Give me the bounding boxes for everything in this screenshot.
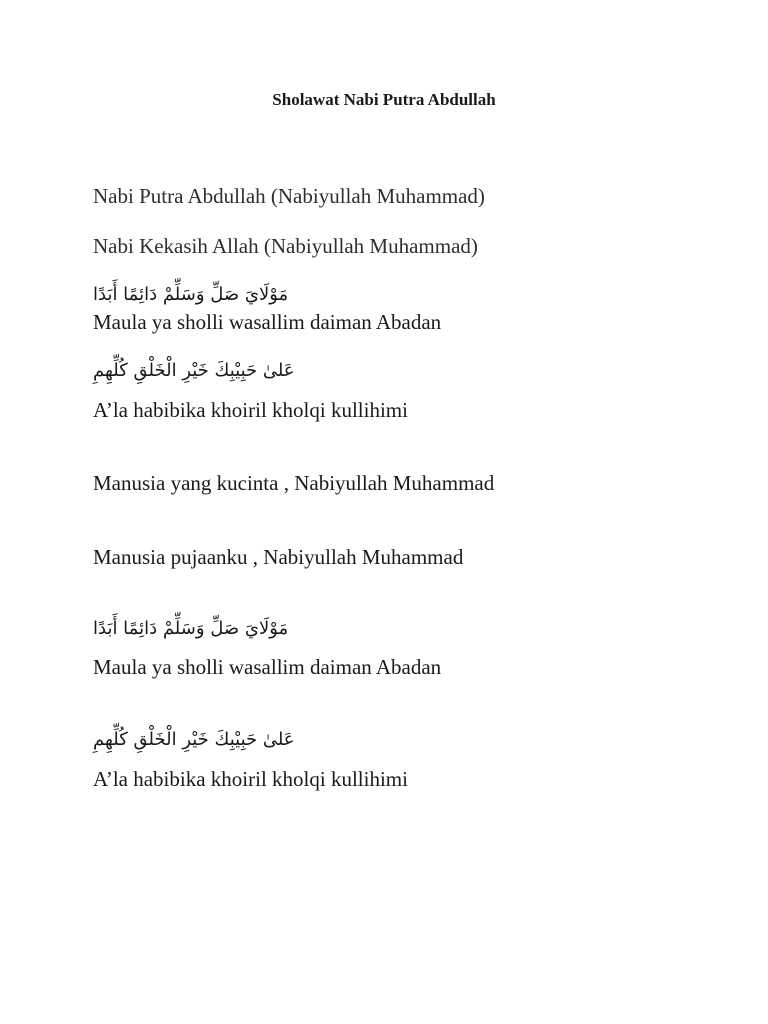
transliteration-line-4: A’la habibika khoiril kholqi kullihimi — [93, 767, 408, 791]
lyric-line-3: Manusia yang kucinta , Nabiyullah Muhammad — [93, 471, 495, 495]
lyric-line-4: Manusia pujaanku , Nabiyullah Muhammad — [93, 545, 464, 569]
document-title: Sholawat Nabi Putra Abdullah — [272, 90, 496, 109]
transliteration-line-3: Maula ya sholli wasallim daiman Abadan — [93, 655, 442, 679]
transliteration-line-1: Maula ya sholli wasallim daiman Abadan — [93, 310, 442, 334]
arabic-line-1: مَوْلَايَ صَلِّ وَسَلِّمْ دَائِمًا أَبَدًا — [93, 284, 289, 305]
transliteration-line-2: A’la habibika khoiril kholqi kullihimi — [93, 398, 408, 422]
lyric-line-2: Nabi Kekasih Allah (Nabiyullah Muhammad) — [93, 234, 478, 258]
arabic-line-3: مَوْلَايَ صَلِّ وَسَلِّمْ دَائِمًا أَبَدًا — [93, 618, 289, 639]
lyric-line-1: Nabi Putra Abdullah (Nabiyullah Muhammad) — [93, 184, 485, 208]
arabic-line-4: عَلىٰ حَبِيْبِكَ خَيْرِ الْخَلْقِ كُلِّهِمِ — [93, 729, 295, 750]
arabic-line-2: عَلىٰ حَبِيْبِكَ خَيْرِ الْخَلْقِ كُلِّهِمِ — [93, 360, 295, 381]
